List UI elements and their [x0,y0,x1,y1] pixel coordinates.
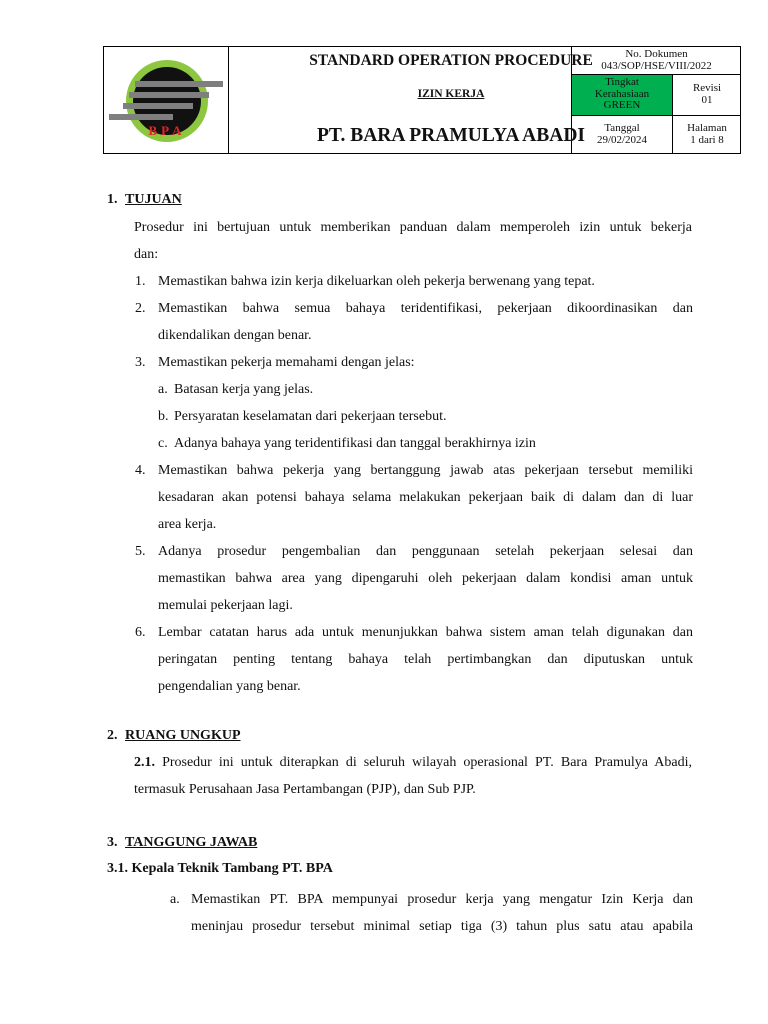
sub-list-marker: c. [158,436,168,451]
confidentiality-label: Kerahasiaan [594,87,650,100]
page-cell [673,123,741,146]
section-title: TANGGUNG JAWAB [125,835,258,850]
bpa-logo-icon [107,59,225,143]
list-item-text: memastikan bahwa area yang dipengaruhi oleh pekerjaan dalam kondisi aman untuk [158,571,693,586]
list-marker: 2. [135,301,146,316]
list-item-text: Memastikan PT. BPA mempunyai prosedur kerja yang mengatur Izin Kerja dan [191,892,693,907]
list-marker: 6. [135,625,146,640]
document-header-table [103,46,741,154]
list-marker: 4. [135,463,146,478]
company-name: PT. BARA PRAMULYA ABADI [317,125,585,146]
confidentiality-label: Tingkat [605,76,639,88]
doc-number-label: No. Dokumen [625,48,688,60]
sub-section-heading: 3.1. Kepala Teknik Tambang PT. BPA [107,861,333,876]
list-marker: 3. [135,355,146,370]
section-title: TUJUAN [125,192,182,207]
list-item-text: meninjau prosedur tersebut minimal setiap tiga (3) tahun plus satu atau apabila [191,919,693,934]
section-number: 2. [107,728,118,743]
list-item-text: pengendalian yang benar. [158,679,301,694]
sub-list-marker: b. [158,409,169,424]
page-value: 1 dari 8 [690,133,724,146]
scope-text: Prosedur ini untuk diterapkan di seluruh wilayah operasional PT. Bara Pramulya Abadi, [162,755,692,770]
date-label: Tanggal [604,122,640,134]
list-item-text: Memastikan bahwa semua bahaya teridentifikasi, pekerjaan dikoordinasikan dan [158,301,693,316]
section-number: 3. [107,835,118,850]
list-item-text: peringatan penting tentang bahaya telah pertimbangkan dan diputuskan untuk [158,652,693,667]
sub-list-marker: a. [158,382,168,397]
list-marker: 5. [135,544,146,559]
intro-line: Prosedur ini bertujuan untuk memberikan panduan dalam memperoleh izin untuk bekerja [134,220,692,235]
revision-value: 01 [701,93,713,106]
section-title: RUANG UNGKUP [125,728,241,743]
list-marker: a. [170,892,180,907]
list-item-text: memulai pekerjaan lagi. [158,598,293,613]
svg-text:BPA: BPA [148,123,186,138]
list-item-text: area kerja. [158,517,217,532]
list-marker: 1. [135,274,146,289]
list-item-text: dikendalikan dengan benar. [158,328,312,343]
date-value: 29/02/2024 [596,133,648,146]
doc-number-cell [572,49,741,72]
list-item-text: Memastikan bahwa pekerja yang bertanggung jawab atas pekerjaan tersebut memiliki [158,463,693,478]
header-divider [571,115,740,116]
page-label: Halaman [687,122,727,134]
section-number: 1. [107,192,118,207]
list-item-text: Memastikan pekerja memahami dengan jelas: [158,355,415,370]
header-divider [228,47,229,153]
intro-line: dan: [134,247,159,262]
document-subject: IZIN KERJA [417,88,485,100]
date-cell [572,123,672,146]
revision-cell [673,83,741,106]
section-intro [134,214,692,268]
revision-label: Revisi [692,82,722,94]
scope-text: termasuk Perusahaan Jasa Pertambangan (PJP), dan Sub PJP. [134,782,476,797]
confidentiality-value: GREEN [603,99,641,111]
scope-paragraph [134,749,692,803]
list-item-text: Adanya prosedur pengembalian dan penggunaan setelah pekerjaan selesai dan [158,544,693,559]
doc-number-value: 043/SOP/HSE/VIII/2022 [601,59,712,72]
sub-list-text: Batasan kerja yang jelas. [174,382,314,397]
list-item-text: Lembar catatan harus ada untuk menunjukkan bahwa sistem aman telah digunakan dan [158,625,693,640]
sop-title: STANDARD OPERATION PROCEDURE [309,52,593,69]
list-item-text: kesadaran akan potensi bahaya selama melakukan pekerjaan baik di dalam dan di luar [158,490,693,505]
sub-list-text: Persyaratan keselamatan dari pekerjaan tersebut. [174,409,447,424]
list-item-text: Memastikan bahwa izin kerja dikeluarkan oleh pekerja berwenang yang tepat. [158,274,595,289]
point-number: 2.1. [134,755,155,770]
confidentiality-cell [572,75,672,115]
sub-list-text: Adanya bahaya yang teridentifikasi dan tanggal berakhirnya izin [174,436,536,451]
